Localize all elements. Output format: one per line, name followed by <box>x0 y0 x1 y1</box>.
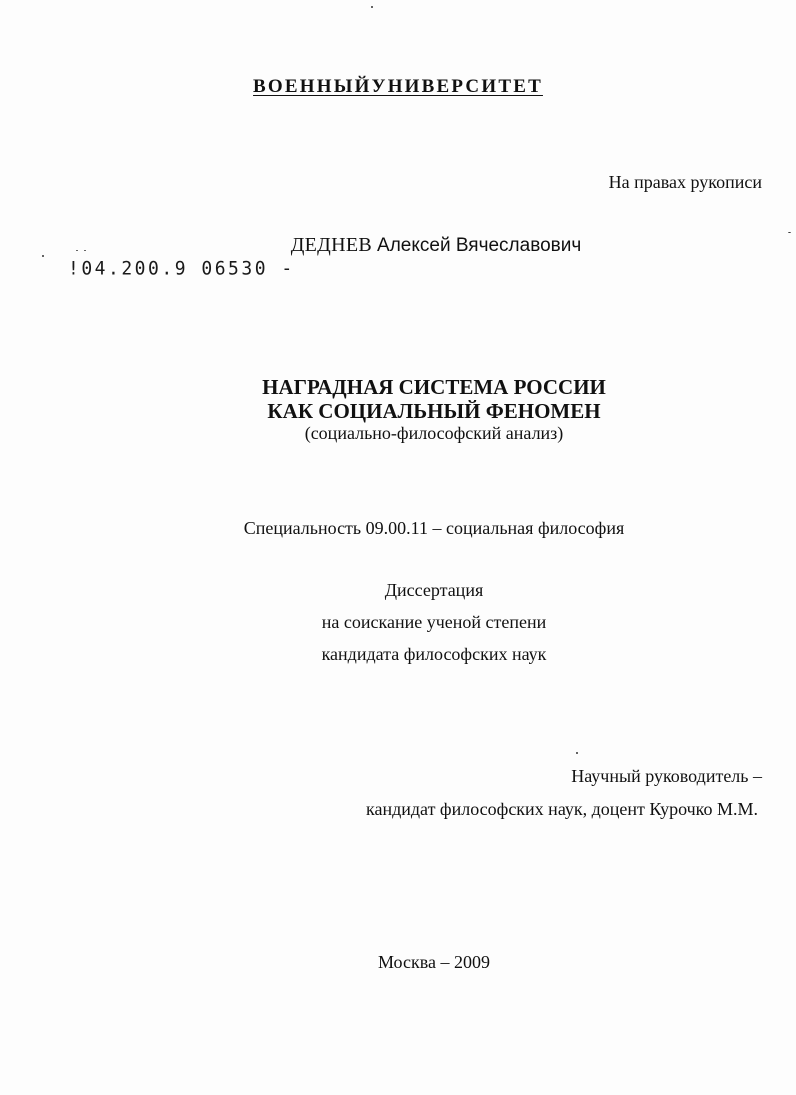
registration-stamp: !04.200.9 06530 - <box>68 257 295 280</box>
scan-speck <box>84 250 86 251</box>
author-surname: ДЕДНЕВ <box>290 234 373 256</box>
degree-purpose: на соискание ученой степени <box>321 612 547 632</box>
university-name: ВОЕННЫЙУНИВЕРСИТЕТ <box>253 76 543 97</box>
scan-speck <box>76 250 78 251</box>
dissertation-subtitle: (социально-философский анализ) <box>304 423 564 443</box>
author-name <box>0 234 796 257</box>
dissertation-title-line-1: НАГРАДНАЯ СИСТЕМА РОССИИ <box>262 375 606 399</box>
specialty: Специальность 09.00.11 – социальная философия <box>243 518 625 538</box>
scan-speck <box>576 752 578 754</box>
manuscript-note: На правах рукописи <box>608 172 762 192</box>
supervisor-name: кандидат философских наук, доцент Курочко М.М. <box>366 799 758 819</box>
supervisor-label: Научный руководитель – <box>571 766 762 786</box>
dissertation-type: Диссертация <box>384 580 484 600</box>
degree-name: кандидата философских наук <box>321 644 547 664</box>
dissertation-title-line-2: КАК СОЦИАЛЬНЫЙ ФЕНОМЕН <box>267 399 601 423</box>
scan-speck <box>371 6 373 8</box>
scan-speck <box>42 255 44 257</box>
scan-speck <box>788 232 791 233</box>
city-year: Москва – 2009 <box>378 952 490 972</box>
author-given-names: Алексей Вячеславович <box>377 235 582 256</box>
